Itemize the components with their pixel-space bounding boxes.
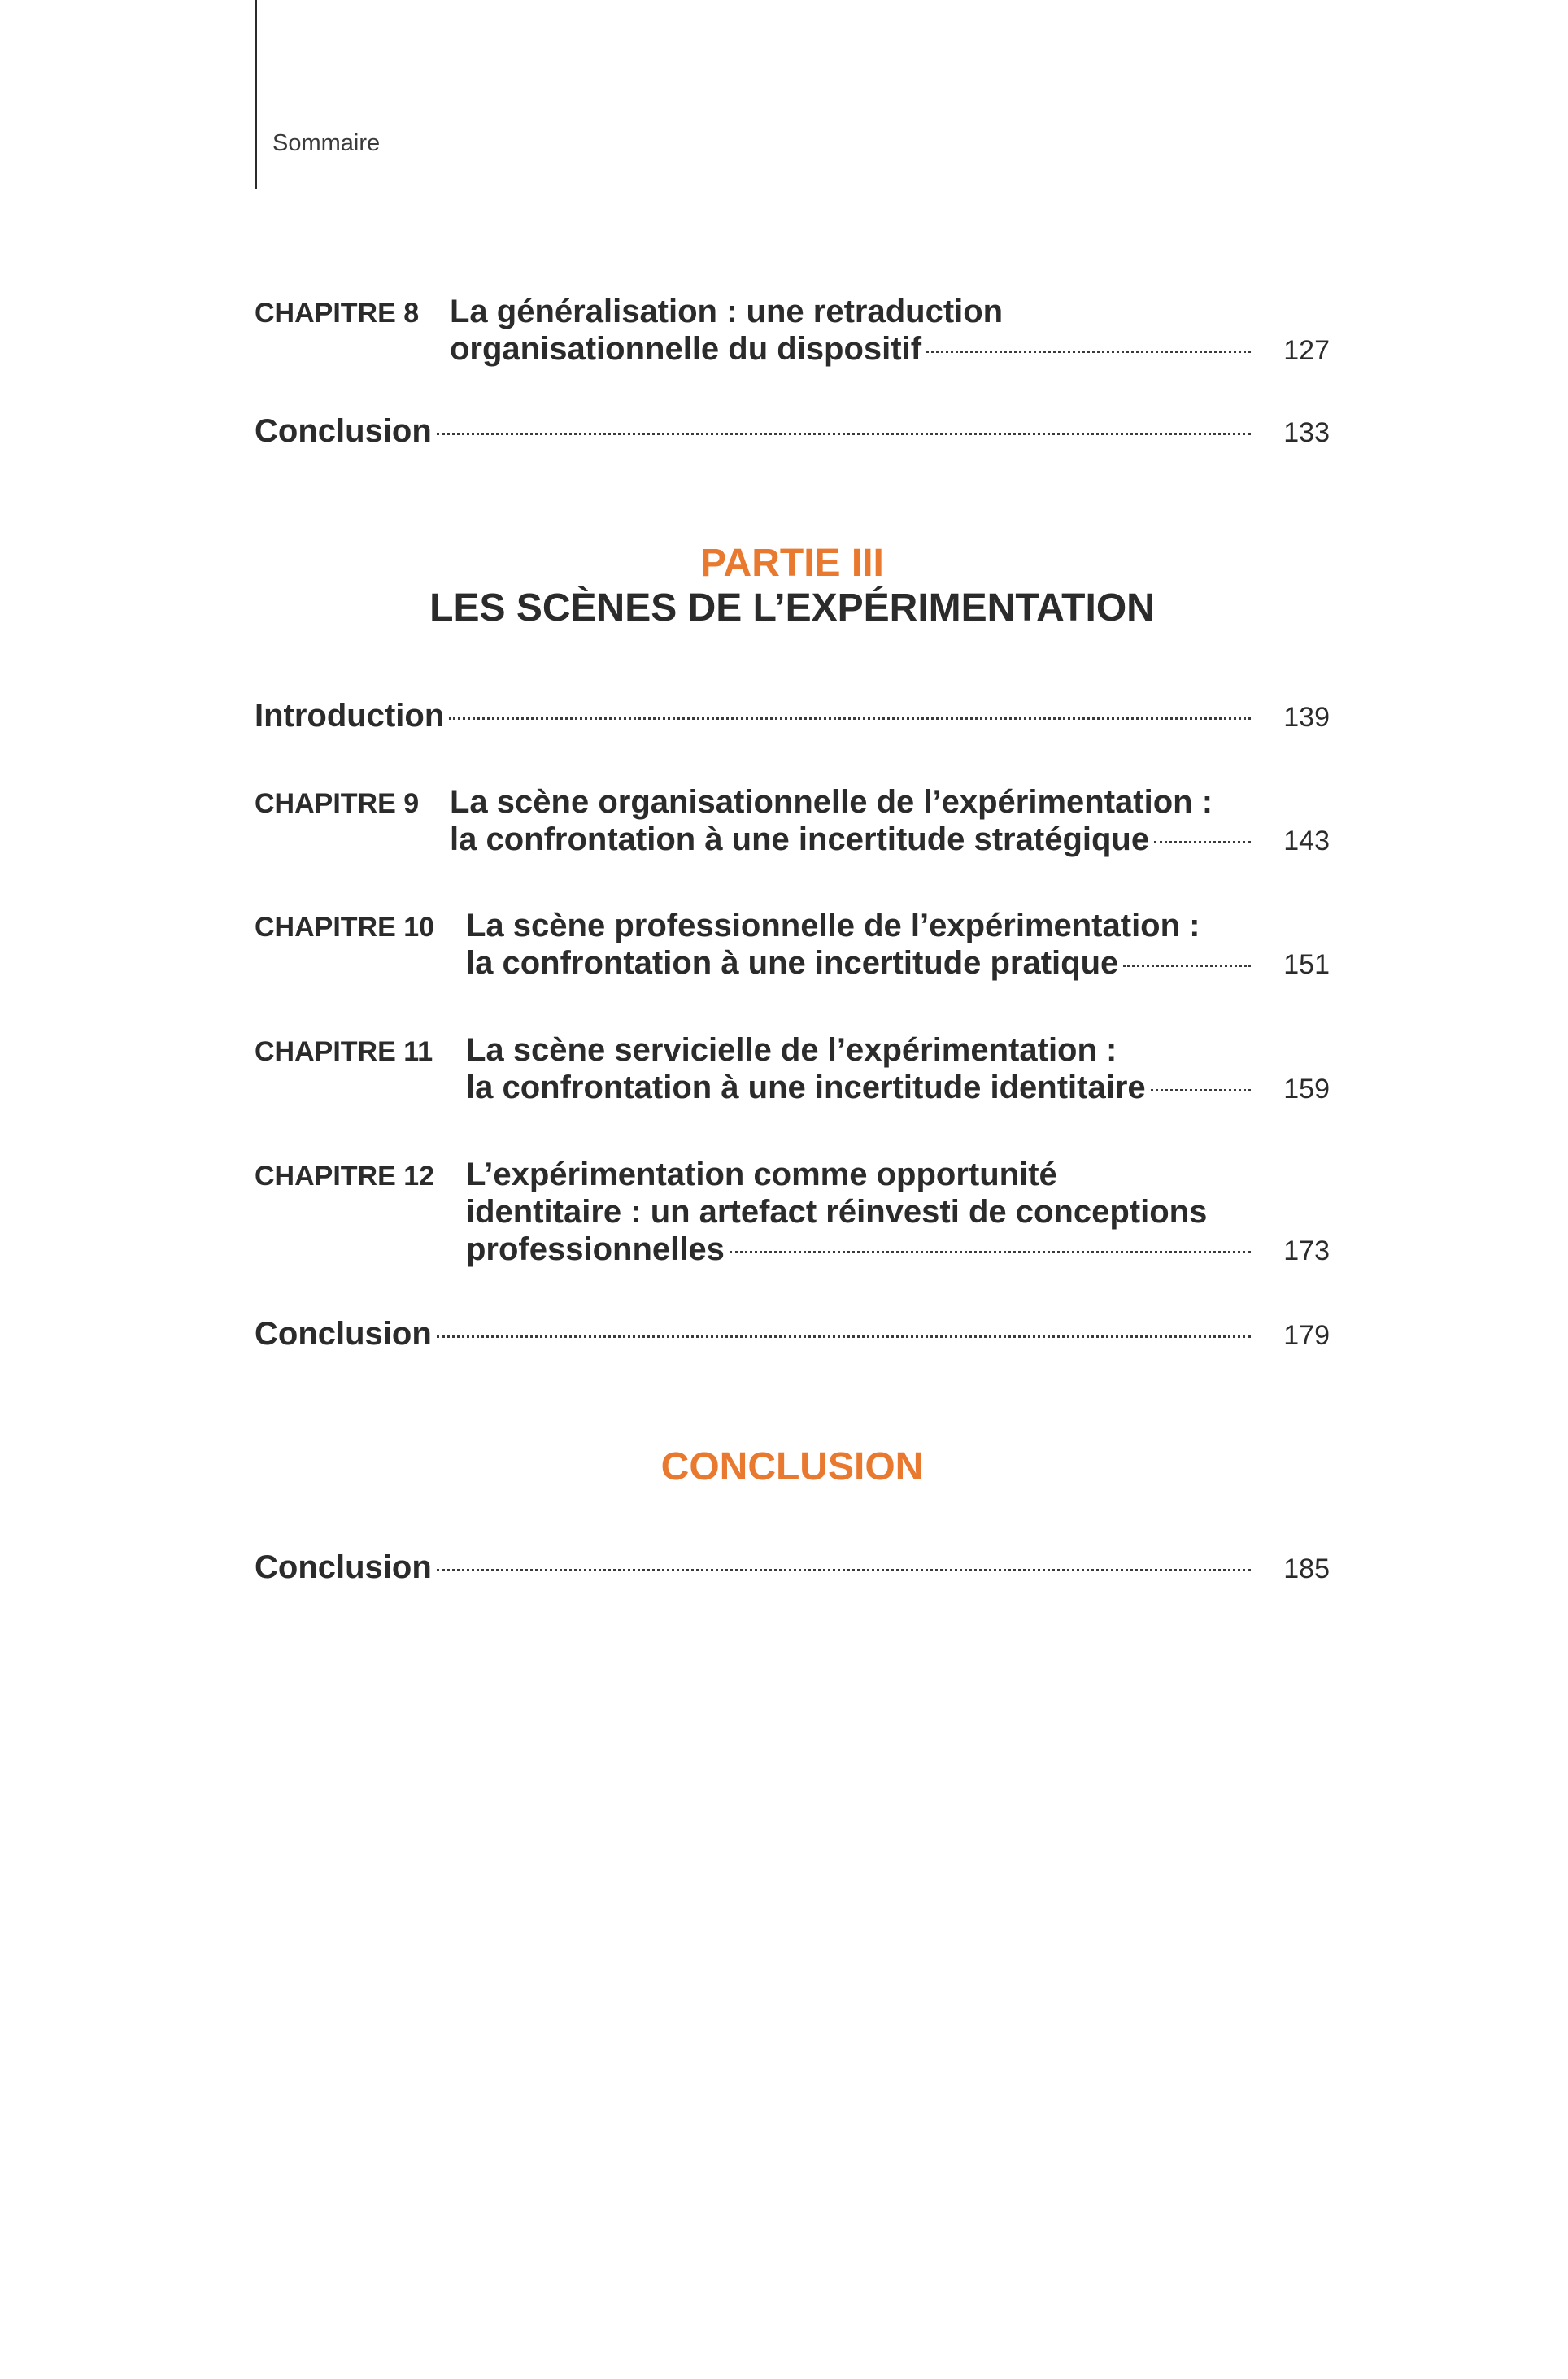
page-number: 139 [1283, 702, 1330, 733]
dot-leader [1151, 1089, 1252, 1091]
dot-leader [449, 717, 1251, 720]
entry-title: Introduction [255, 698, 445, 734]
page-number: 185 [1283, 1553, 1330, 1584]
toc-entry-conclusion[interactable] [255, 1316, 1330, 1353]
page-number: 179 [1283, 1320, 1330, 1351]
part-title: LES SCÈNES DE L’EXPÉRIMENTATION [429, 586, 1155, 630]
chapter-title-line: identitaire : un artefact réinvesti de conceptions [466, 1194, 1208, 1230]
toc-entry-chapter-8[interactable] [255, 293, 1330, 374]
chapter-label: CHAPITRE 12 [255, 1161, 435, 1192]
chapter-title-line: La scène organisationnelle de l’expérimentation : [450, 784, 1213, 820]
part-number: PARTIE III [700, 542, 884, 585]
conclusion-heading [255, 1444, 1330, 1489]
toc-entry-conclusion[interactable] [255, 413, 1330, 450]
chapter-title-line: professionnelles [466, 1231, 725, 1267]
dot-leader [1154, 841, 1251, 843]
toc-entry-chapter-9[interactable] [255, 783, 1330, 865]
chapter-title-line: La scène professionnelle de l’expérimentation : [466, 908, 1200, 943]
margin-rule [255, 0, 257, 189]
chapter-label: CHAPITRE 8 [255, 298, 420, 329]
dot-leader [437, 1335, 1251, 1338]
chapter-title-line: organisationnelle du dispositif [450, 331, 922, 367]
chapter-label: CHAPITRE 9 [255, 788, 420, 819]
chapter-title-line: la confrontation à une incertitude stratégique [450, 821, 1150, 857]
chapter-title-line: la confrontation à une incertitude identitaire [466, 1070, 1146, 1105]
dot-leader [1123, 965, 1251, 967]
chapter-label: CHAPITRE 10 [255, 912, 435, 943]
toc-entry-chapter-10[interactable] [255, 907, 1330, 988]
dot-leader [437, 1569, 1251, 1571]
entry-title: Conclusion [255, 1316, 432, 1352]
toc-entry-chapter-11[interactable] [255, 1031, 1330, 1113]
page-number: 127 [1283, 335, 1330, 366]
toc-entry-chapter-12[interactable] [255, 1156, 1330, 1278]
page-number: 133 [1283, 417, 1330, 448]
chapter-label: CHAPITRE 11 [255, 1036, 433, 1067]
section-title: CONCLUSION [660, 1445, 924, 1488]
page-number: 143 [1283, 826, 1330, 856]
page-number: 159 [1283, 1074, 1330, 1105]
page-number: 151 [1283, 949, 1330, 980]
chapter-title-line: la confrontation à une incertitude pratique [466, 945, 1119, 981]
entry-title: Conclusion [255, 1549, 432, 1585]
chapter-title-line: La généralisation : une retraduction [450, 294, 1004, 329]
running-head: Sommaire [272, 130, 381, 156]
part-heading [255, 541, 1330, 630]
page-number: 173 [1283, 1235, 1330, 1266]
dot-leader [926, 351, 1251, 353]
chapter-title-line: La scène servicielle de l’expérimentation : [466, 1032, 1117, 1068]
toc-entry-conclusion[interactable] [255, 1549, 1330, 1586]
chapter-title-line: L’expérimentation comme opportunité [466, 1157, 1057, 1192]
toc-entry-introduction[interactable] [255, 698, 1330, 734]
dot-leader [437, 433, 1251, 435]
dot-leader [730, 1251, 1251, 1253]
entry-title: Conclusion [255, 413, 432, 449]
